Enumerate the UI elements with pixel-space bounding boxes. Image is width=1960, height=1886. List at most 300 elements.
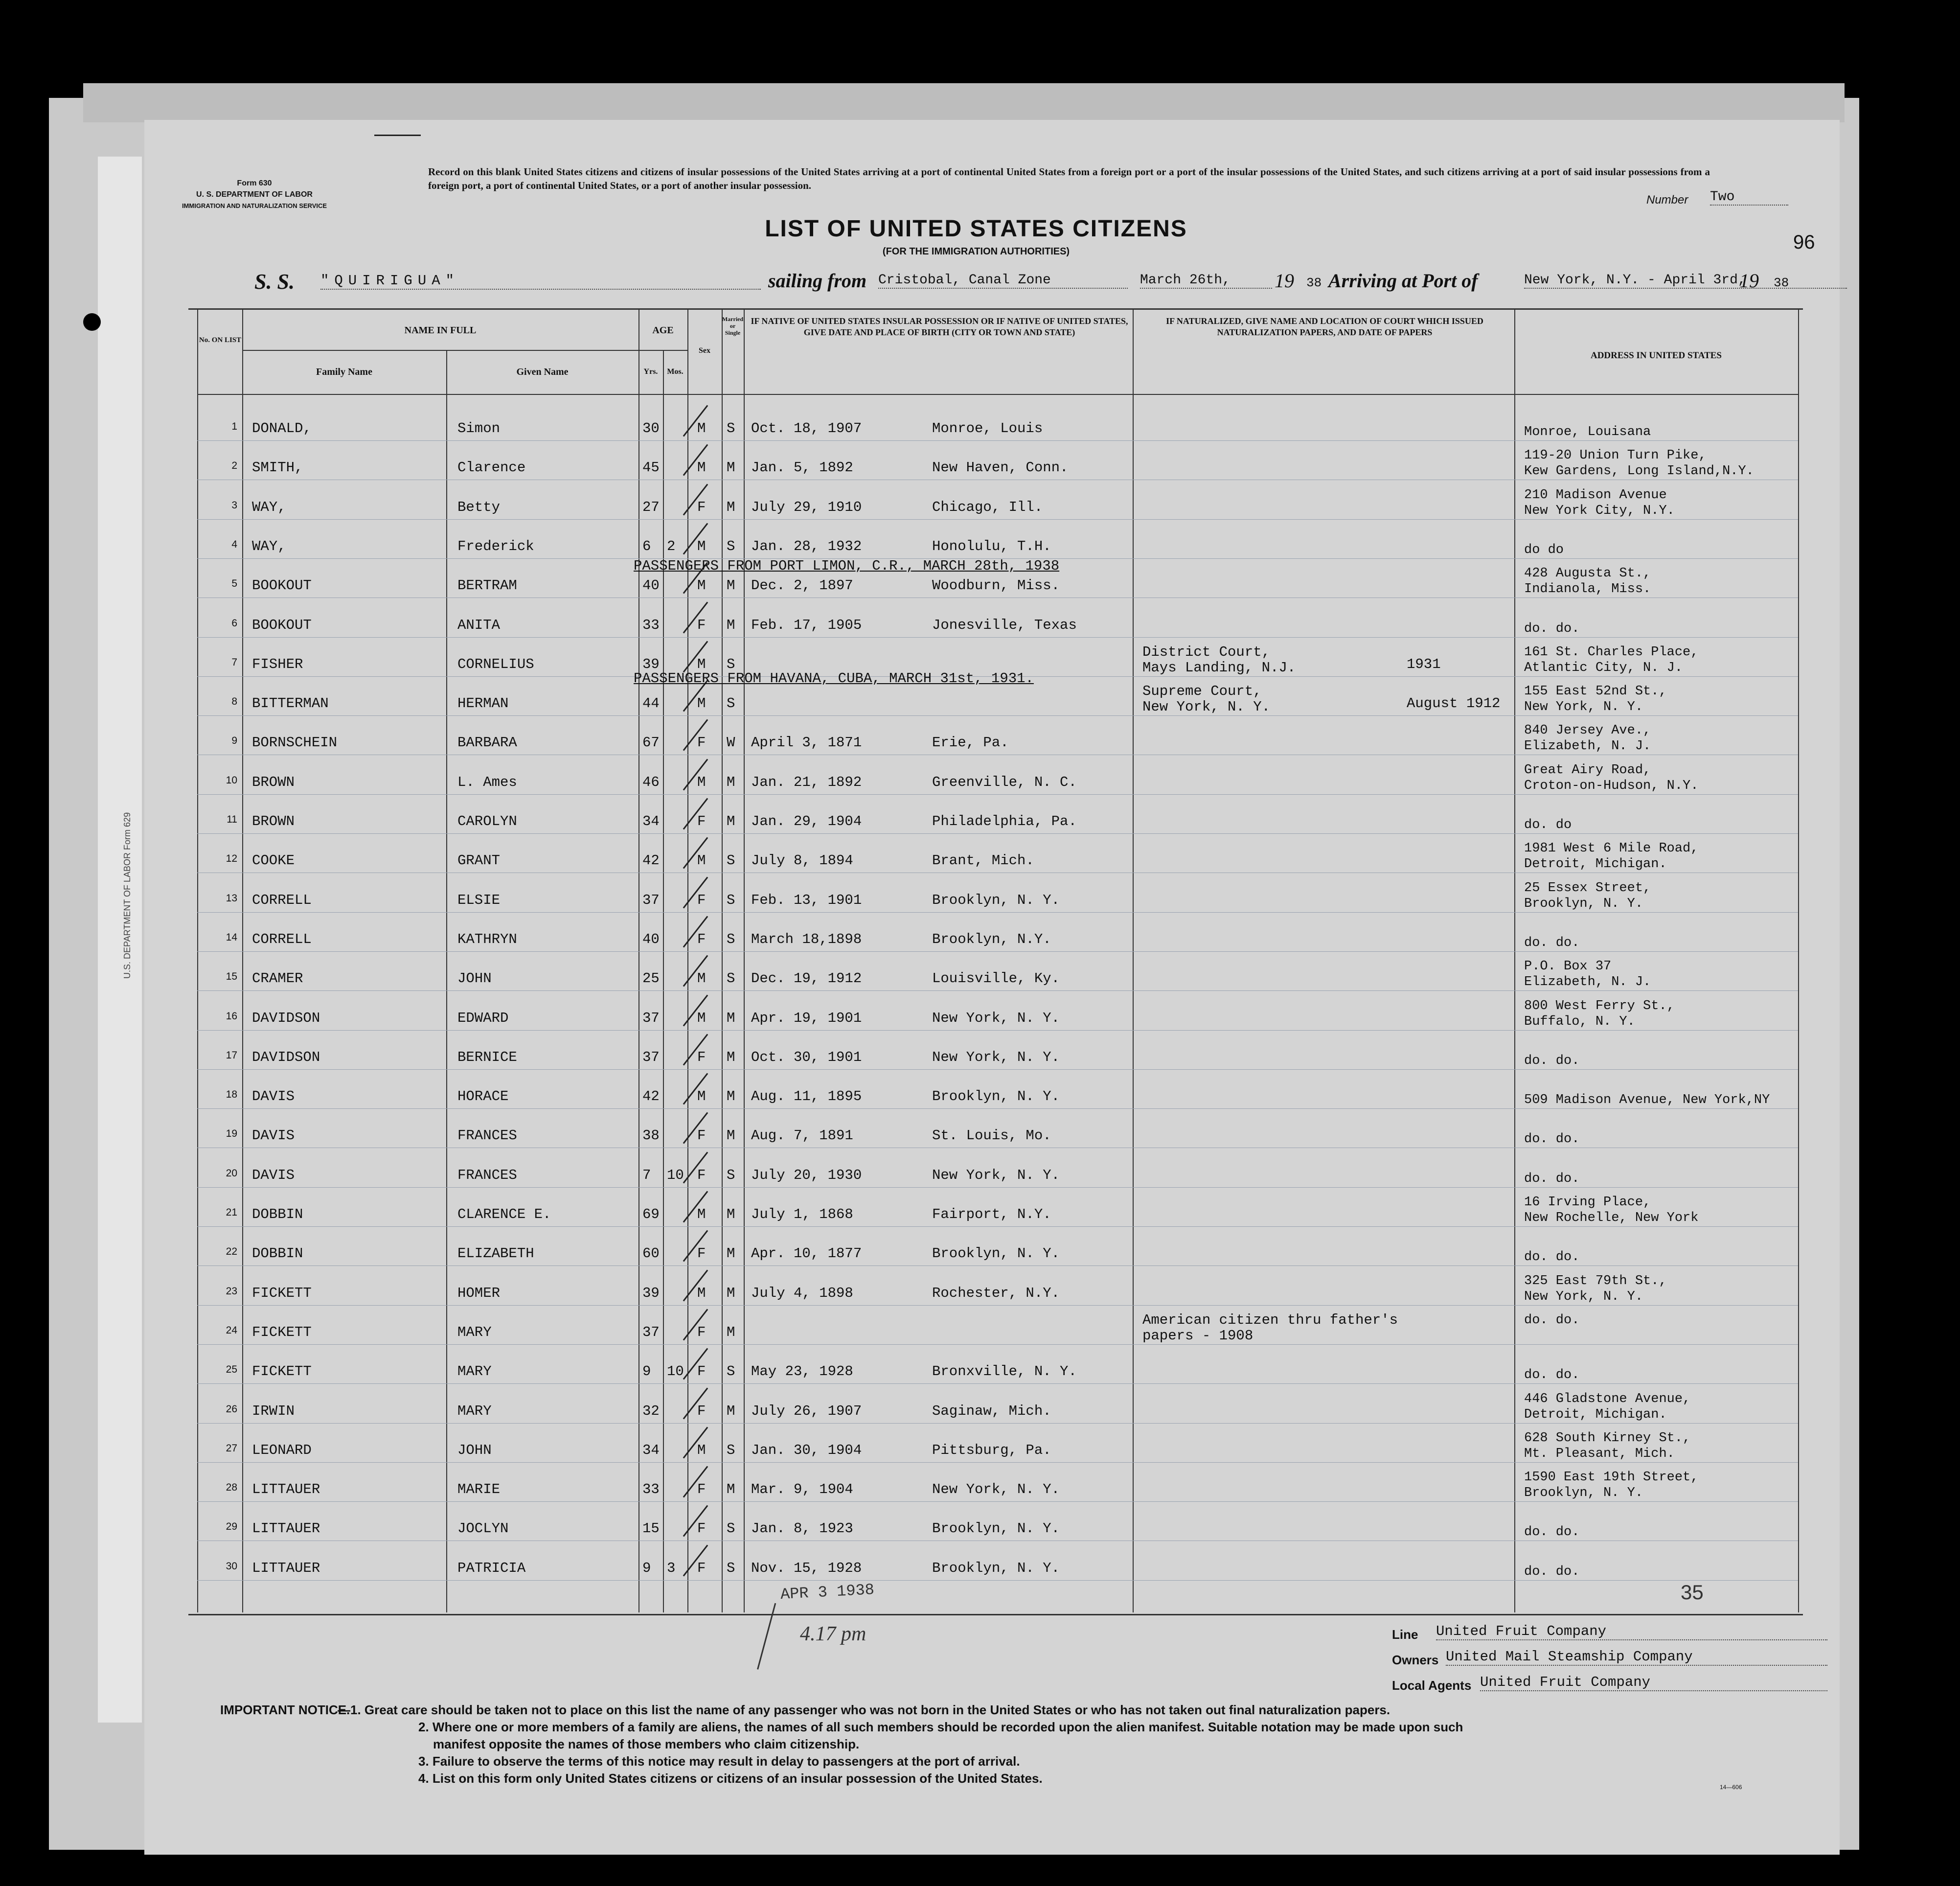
row-rule <box>197 1423 1798 1424</box>
attached-form-strip-text: U.S. DEPARTMENT OF LABOR Form 629 <box>122 812 132 979</box>
address-line: 119-20 Union Turn Pike, <box>1524 448 1707 463</box>
address-line: do. do. <box>1524 1368 1580 1383</box>
sex: M <box>697 460 706 476</box>
address-line: 628 South Kirney St., <box>1524 1430 1691 1446</box>
page-total: 35 <box>1681 1581 1704 1604</box>
address-line: New York City, N.Y. <box>1524 503 1675 518</box>
sex: M <box>697 1010 706 1026</box>
age-years: 69 <box>642 1206 660 1222</box>
given-name: BARBARA <box>457 735 517 751</box>
given-name: EDWARD <box>457 1010 509 1026</box>
col-line <box>1514 308 1515 1612</box>
havana-note: PASSENGERS FROM HAVANA, CUBA, MARCH 31st, 1931. <box>634 670 1034 687</box>
birth-place: New York, N. Y. <box>932 1010 1060 1026</box>
address-line: 161 St. Charles Place, <box>1524 644 1699 660</box>
birth-date: Feb. 17, 1905 <box>751 617 862 633</box>
row-number: 10 <box>226 774 237 786</box>
address-line: 800 West Ferry St., <box>1524 998 1675 1013</box>
marital-status: S <box>727 420 735 437</box>
address-line: do. do. <box>1524 1250 1580 1265</box>
age-months: 2 <box>667 538 676 554</box>
family-name: DAVIS <box>252 1127 295 1144</box>
given-name: Frederick <box>457 538 534 554</box>
col-given-header: Given Name <box>516 367 569 377</box>
age-years: 44 <box>642 695 660 712</box>
naturalization-court: Supreme Court, <box>1142 683 1262 700</box>
birth-date: Apr. 19, 1901 <box>751 1010 862 1026</box>
marital-status: S <box>727 970 735 987</box>
age-months: 10 <box>667 1363 684 1380</box>
marital-status: S <box>727 656 735 672</box>
address-line: 428 Augusta St., <box>1524 566 1651 581</box>
row-rule <box>197 794 1798 795</box>
marital-status: M <box>727 1481 735 1498</box>
age-years: 67 <box>642 735 660 751</box>
marital-status: M <box>727 617 735 633</box>
row-number: 21 <box>226 1207 237 1218</box>
family-name: WAY, <box>252 499 286 515</box>
birth-place: Jonesville, Texas <box>932 617 1077 633</box>
given-name: HERMAN <box>457 695 509 712</box>
row-number: 26 <box>226 1403 237 1415</box>
marital-status: M <box>727 1285 735 1301</box>
address-line: Croton-on-Hudson, N.Y. <box>1524 778 1699 793</box>
family-name: BITTERMAN <box>252 695 329 712</box>
birth-date: Oct. 18, 1907 <box>751 420 862 437</box>
form-department: U. S. DEPARTMENT OF LABOR <box>196 190 313 199</box>
given-name: CAROLYN <box>457 813 517 829</box>
sex: M <box>697 577 706 594</box>
handwritten-time: 4.17 pm <box>800 1623 866 1645</box>
notice-item-1: —1. Great care should be taken not to place on this list the name of any passenger who was not born in the United States or who has not taken out final naturalization papers. <box>338 1702 1390 1717</box>
row-rule <box>197 715 1798 716</box>
address-line: Monroe, Louisana <box>1524 425 1651 439</box>
birth-date: March 18,1898 <box>751 931 862 947</box>
age-years: 42 <box>642 1088 660 1105</box>
sailing-label: sailing from <box>768 270 867 292</box>
address-line: 155 East 52nd St., <box>1524 684 1667 699</box>
col-line <box>197 308 198 1612</box>
birth-date: July 4, 1898 <box>751 1285 853 1301</box>
row-number: 9 <box>231 735 237 747</box>
marital-status: M <box>727 1010 735 1026</box>
family-name: SMITH, <box>252 460 303 476</box>
birth-date: Dec. 19, 1912 <box>751 970 862 987</box>
birth-date: July 26, 1907 <box>751 1403 862 1419</box>
birth-place: New York, N. Y. <box>932 1167 1060 1183</box>
birth-place: Pittsburg, Pa. <box>932 1442 1051 1458</box>
age-years: 37 <box>642 1324 660 1340</box>
row-number: 19 <box>226 1128 237 1140</box>
sex: F <box>697 1167 706 1183</box>
age-years: 37 <box>642 1049 660 1065</box>
address-line: P.O. Box 37 <box>1524 959 1612 974</box>
birth-place: Fairport, N.Y. <box>932 1206 1051 1222</box>
age-years: 9 <box>642 1560 651 1576</box>
col-address-header: ADDRESS IN UNITED STATES <box>1590 350 1722 361</box>
sex: M <box>697 970 706 987</box>
sex: F <box>697 1049 706 1065</box>
sex: F <box>697 1520 706 1537</box>
sex: M <box>697 852 706 869</box>
birth-place: Honolulu, T.H. <box>932 538 1051 554</box>
family-name: BROWN <box>252 813 295 829</box>
arriving-label: Arriving at Port of <box>1328 270 1478 292</box>
address-line: do. do. <box>1524 1525 1580 1540</box>
age-years: 30 <box>642 420 660 437</box>
marital-status: M <box>727 1245 735 1262</box>
birth-date: Jan. 30, 1904 <box>751 1442 862 1458</box>
address-line: Indianola, Miss. <box>1524 582 1651 597</box>
birth-date: Oct. 30, 1901 <box>751 1049 862 1065</box>
col-married-header: Married or Single <box>722 316 744 336</box>
given-name: MARY <box>457 1403 492 1419</box>
birth-date: Jan. 8, 1923 <box>751 1520 853 1537</box>
address-line: Mt. Pleasant, Mich. <box>1524 1446 1675 1461</box>
sex: F <box>697 1560 706 1576</box>
row-number: 14 <box>226 931 237 943</box>
row-number: 11 <box>227 814 237 825</box>
row-number: 15 <box>226 971 237 983</box>
family-name: CRAMER <box>252 970 303 987</box>
family-name: DONALD, <box>252 420 312 437</box>
naturalization-court: New York, N. Y. <box>1142 699 1271 715</box>
sex: M <box>697 1088 706 1105</box>
family-name: CORRELL <box>252 931 312 947</box>
birth-place: Bronxville, N. Y. <box>932 1363 1077 1380</box>
form-service: IMMIGRATION AND NATURALIZATION SERVICE <box>182 202 327 209</box>
given-name: ANITA <box>457 617 501 633</box>
marital-status: M <box>727 1324 735 1340</box>
background-sheet-edge <box>83 83 1845 122</box>
given-name: FRANCES <box>457 1167 517 1183</box>
address-line: 446 Gladstone Avenue, <box>1524 1391 1691 1406</box>
naturalization-court: papers - 1908 <box>1142 1327 1253 1344</box>
birth-date: Jan. 5, 1892 <box>751 460 853 476</box>
family-name: FICKETT <box>252 1285 312 1301</box>
address-line: do. do <box>1524 818 1572 832</box>
row-number: 25 <box>226 1364 237 1376</box>
marital-status: M <box>727 774 735 790</box>
age-years: 42 <box>642 852 660 869</box>
arrival-stamp: APR 3 1938 <box>780 1581 875 1604</box>
age-years: 34 <box>642 1442 660 1458</box>
given-name: HOMER <box>457 1285 501 1301</box>
marital-status: M <box>727 1206 735 1222</box>
given-name: ELIZABETH <box>457 1245 534 1262</box>
row-number: 23 <box>226 1285 237 1297</box>
notice-item-2-cont: manifest opposite the names of those members who claim citizenship. <box>433 1737 860 1751</box>
birth-date: Nov. 15, 1928 <box>751 1560 862 1576</box>
row-number: 4 <box>231 538 237 550</box>
page-title: LIST OF UNITED STATES CITIZENS <box>765 216 1187 242</box>
address-line: 840 Jersey Ave., <box>1524 723 1651 738</box>
family-name: LITTAUER <box>252 1560 320 1576</box>
ss-label: S. S. <box>254 270 295 294</box>
line-label: Line <box>1392 1627 1418 1642</box>
marital-status: M <box>727 577 735 594</box>
row-rule <box>197 1580 1798 1581</box>
year-prefix-2: 19 <box>1739 270 1759 292</box>
col-line <box>687 308 688 1612</box>
marital-status: W <box>727 735 735 751</box>
marital-status: S <box>727 852 735 869</box>
given-name: BERNICE <box>457 1049 517 1065</box>
row-number: 16 <box>226 1010 237 1022</box>
birth-date: July 1, 1868 <box>751 1206 853 1222</box>
attached-form-strip <box>98 157 142 1723</box>
naturalization-date: August 1912 <box>1407 695 1501 712</box>
row-rule <box>197 1344 1798 1345</box>
row-rule <box>197 1108 1798 1109</box>
age-years: 39 <box>642 656 660 672</box>
birth-place: Brooklyn, N. Y. <box>932 1245 1060 1262</box>
divider <box>374 135 421 136</box>
ship-name: "QUIRIGUA" <box>320 273 761 290</box>
birth-place: Woodburn, Miss. <box>932 577 1060 594</box>
family-name: LITTAUER <box>252 1481 320 1498</box>
col-age-header: AGE <box>652 325 674 336</box>
arriving-port: New York, N.Y. - April 3rd, <box>1524 273 1847 289</box>
col-line <box>638 308 639 1612</box>
sex: F <box>697 931 706 947</box>
given-name: Clarence <box>457 460 526 476</box>
given-name: Simon <box>457 420 501 437</box>
row-number: 5 <box>231 578 237 590</box>
sex: M <box>697 538 706 554</box>
marital-status: S <box>727 931 735 947</box>
birth-place: Greenville, N. C. <box>932 774 1077 790</box>
col-line <box>1133 308 1134 1612</box>
year-suffix-1: 38 <box>1306 276 1322 290</box>
header-divider <box>242 350 638 351</box>
address-line: Brooklyn, N. Y. <box>1524 896 1643 911</box>
sex: F <box>697 1127 706 1144</box>
address-line: Detroit, Michigan. <box>1524 857 1667 872</box>
birth-date: July 20, 1930 <box>751 1167 862 1183</box>
row-rule <box>197 1501 1798 1502</box>
address-line: do do <box>1524 542 1564 557</box>
sex: F <box>697 1481 706 1498</box>
naturalization-date: 1931 <box>1407 656 1441 672</box>
address-line: Elizabeth, N. J. <box>1524 975 1651 990</box>
sailing-date: March 26th, <box>1140 273 1272 289</box>
family-name: FICKETT <box>252 1363 312 1380</box>
birth-place: Saginaw, Mich. <box>932 1403 1051 1419</box>
address-line: Atlantic City, N. J. <box>1524 660 1683 675</box>
row-number: 29 <box>226 1521 237 1533</box>
age-years: 33 <box>642 617 660 633</box>
print-code: 14—606 <box>1720 1784 1742 1791</box>
page-number: 96 <box>1793 231 1815 253</box>
family-name: COOKE <box>252 852 295 869</box>
age-years: 60 <box>642 1245 660 1262</box>
family-name: IRWIN <box>252 1403 295 1419</box>
sex: F <box>697 1324 706 1340</box>
family-name: DAVIDSON <box>252 1049 320 1065</box>
age-years: 15 <box>642 1520 660 1537</box>
address-line: Kew Gardens, Long Island,N.Y. <box>1524 464 1754 479</box>
address-line: 325 East 79th St., <box>1524 1273 1667 1288</box>
marital-status: S <box>727 538 735 554</box>
sex: F <box>697 617 706 633</box>
birth-place: New Haven, Conn. <box>932 460 1069 476</box>
birth-date: July 29, 1910 <box>751 499 862 515</box>
row-number: 18 <box>226 1089 237 1101</box>
birth-date: April 3, 1871 <box>751 735 862 751</box>
address-line: do. do. <box>1524 935 1580 950</box>
marital-status: M <box>727 1127 735 1144</box>
row-number: 30 <box>226 1560 237 1572</box>
birth-date: Jan. 21, 1892 <box>751 774 862 790</box>
marital-status: M <box>727 499 735 515</box>
age-years: 40 <box>642 577 660 594</box>
age-years: 40 <box>642 931 660 947</box>
sex: F <box>697 735 706 751</box>
address-line: do. do. <box>1524 1312 1580 1328</box>
address-line: do. do. <box>1524 621 1580 636</box>
port-limon-note: PASSENGERS FROM PORT LIMON, C.R., MARCH 28th, 1938 <box>634 558 1060 574</box>
form-issuer-block <box>179 178 330 211</box>
row-number: 28 <box>226 1482 237 1494</box>
birth-date: Mar. 9, 1904 <box>751 1481 853 1498</box>
marital-status: S <box>727 1167 735 1183</box>
age-years: 27 <box>642 499 660 515</box>
marital-status: M <box>727 1403 735 1419</box>
family-name: LITTAUER <box>252 1520 320 1537</box>
address-line: Elizabeth, N. J. <box>1524 739 1651 754</box>
address-line: 25 Essex Street, <box>1524 880 1651 896</box>
address-line: New Rochelle, New York <box>1524 1211 1699 1225</box>
number-label: Number <box>1646 193 1688 207</box>
birth-date: May 23, 1928 <box>751 1363 853 1380</box>
form-sheet <box>144 120 1840 1855</box>
given-name: CLARENCE E. <box>457 1206 551 1222</box>
birth-place: New York, N. Y. <box>932 1481 1060 1498</box>
birth-place: Brooklyn, N. Y. <box>932 1520 1060 1537</box>
row-rule <box>197 1030 1798 1031</box>
sex: F <box>697 499 706 515</box>
marital-status: M <box>727 1049 735 1065</box>
address-line: 16 Irving Place, <box>1524 1195 1651 1210</box>
age-years: 38 <box>642 1127 660 1144</box>
family-name: DAVIDSON <box>252 1010 320 1026</box>
birth-place: Philadelphia, Pa. <box>932 813 1077 829</box>
marital-status: M <box>727 813 735 829</box>
birth-date: Feb. 13, 1901 <box>751 892 862 908</box>
row-number: 7 <box>231 656 237 668</box>
marital-status: S <box>727 1520 735 1537</box>
year-prefix-1: 19 <box>1275 270 1294 292</box>
given-name: HORACE <box>457 1088 509 1105</box>
birth-place: Brooklyn, N. Y. <box>932 1088 1060 1105</box>
col-line <box>1798 308 1799 1612</box>
sex: F <box>697 813 706 829</box>
sex: M <box>697 420 706 437</box>
address-line: 509 Madison Avenue, New York,NY <box>1524 1093 1770 1108</box>
birth-place: Rochester, N.Y. <box>932 1285 1060 1301</box>
sex: M <box>697 1206 706 1222</box>
age-months: 10 <box>667 1167 684 1183</box>
marital-status: S <box>727 892 735 908</box>
address-line: do. do. <box>1524 1564 1580 1579</box>
age-years: 46 <box>642 774 660 790</box>
birth-place: Chicago, Ill. <box>932 499 1043 515</box>
marital-status: S <box>727 1560 735 1576</box>
given-name: CORNELIUS <box>457 656 534 672</box>
marital-status: S <box>727 695 735 712</box>
col-mos-header: Mos. <box>667 368 684 376</box>
age-years: 34 <box>642 813 660 829</box>
row-rule <box>197 990 1798 991</box>
marital-status: S <box>727 1442 735 1458</box>
col-yrs-header: Yrs. <box>643 368 658 376</box>
row-rule <box>197 1462 1798 1463</box>
sex: F <box>697 1403 706 1419</box>
birth-date: July 8, 1894 <box>751 852 853 869</box>
family-name: LEONARD <box>252 1442 312 1458</box>
header-divider <box>638 350 687 351</box>
row-rule <box>197 519 1798 520</box>
row-number: 1 <box>231 421 237 432</box>
sex: F <box>697 1245 706 1262</box>
header-bottom <box>197 394 1798 395</box>
col-line <box>242 308 243 1612</box>
age-years: 6 <box>642 538 651 554</box>
birth-place: Erie, Pa. <box>932 735 1009 751</box>
row-rule <box>197 1226 1798 1227</box>
row-rule <box>197 1305 1798 1306</box>
form-instructions: Record on this blank United States citizens and citizens of insular possessions of the United States arriving at a port of continental United States from a foreign port or a port of the insular possessions of the United States, and such citizens arriving at a port of said insular possessions from a foreign port, a port of continental United States, or a port of another insular possession. <box>428 166 1710 191</box>
age-years: 45 <box>642 460 660 476</box>
birth-place: Brooklyn, N.Y. <box>932 931 1051 947</box>
given-name: ELSIE <box>457 892 501 908</box>
row-number: 17 <box>226 1049 237 1061</box>
birth-place: St. Louis, Mo. <box>932 1127 1051 1144</box>
given-name: PATRICIA <box>457 1560 526 1576</box>
given-name: Betty <box>457 499 501 515</box>
naturalization-court: Mays Landing, N.J. <box>1142 659 1296 676</box>
given-name: L. Ames <box>457 774 517 790</box>
form-number: Form 630 <box>237 179 272 187</box>
owners-value: United Mail Steamship Company <box>1446 1649 1827 1666</box>
notice-item-3: 3. Failure to observe the terms of this notice may result in delay to passengers at the port of arrival. <box>418 1754 1020 1769</box>
row-number: 6 <box>231 617 237 629</box>
given-name: JOCLYN <box>457 1520 509 1537</box>
sailing-from: Cristobal, Canal Zone <box>878 273 1128 289</box>
sex: M <box>697 656 706 672</box>
notice-item-2: 2. Where one or more members of a family are aliens, the names of all such members should be recorded upon the alien manifest. Suitable notation may be made upon such <box>418 1720 1463 1734</box>
age-years: 39 <box>642 1285 660 1301</box>
marital-status: M <box>727 1088 735 1105</box>
family-name: DAVIS <box>252 1167 295 1183</box>
address-line: Brooklyn, N. Y. <box>1524 1486 1643 1501</box>
col-naturalized-header: IF NATURALIZED, GIVE NAME AND LOCATION OF COURT WHICH ISSUED NATURALIZATION PAPERS, AND DATE OF PAPERS <box>1166 316 1483 337</box>
notice-item-4: 4. List on this form only United States citizens or citizens of an insular possession of the United States. <box>418 1771 1043 1786</box>
given-name: MARY <box>457 1363 492 1380</box>
marital-status: S <box>727 1363 735 1380</box>
row-number: 13 <box>226 892 237 904</box>
address-line: New York, N. Y. <box>1524 700 1643 715</box>
sex: M <box>697 1442 706 1458</box>
row-rule <box>197 912 1798 913</box>
family-name: BORNSCHEIN <box>252 735 338 751</box>
birth-place: Brant, Mich. <box>932 852 1034 869</box>
family-name: BROWN <box>252 774 295 790</box>
row-number: 8 <box>231 696 237 708</box>
address-line: Buffalo, N. Y. <box>1524 1014 1635 1029</box>
age-years: 37 <box>642 892 660 908</box>
